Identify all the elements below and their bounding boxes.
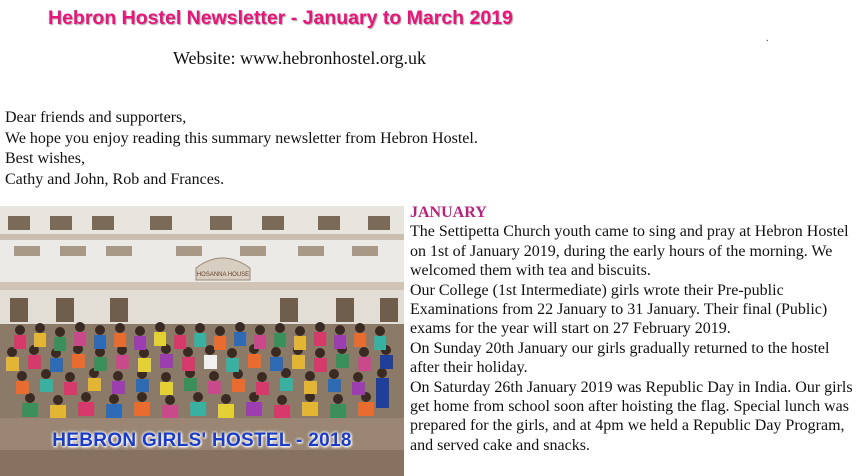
january-article [410,203,856,455]
newsletter-title: Hebron Hostel Newsletter - January to March 2019 [48,7,513,29]
photo-caption: HEBRON GIRLS' HOSTEL - 2018 [52,430,352,451]
building-sign: HOSANNA HOUSE [196,272,250,278]
greeting-line: We hope you enjoy reading this summary newsletter from Hebron Hostel. [5,129,478,147]
website-line: Website: www.hebronhostel.org.uk [173,48,427,68]
greeting-line: Best wishes, [5,150,85,167]
corner-mark: . [766,33,769,44]
hostel-group-photo [0,206,404,476]
greeting-line: Dear friends and supporters, [5,109,187,126]
section-heading: JANUARY [410,204,487,221]
article-paragraph: The Settipetta Church youth came to sing and pray at Hebron Hostel on 1st of January 2019, during the early hours of the morning. We welcomed them with tea and biscuits. [410,223,849,280]
article-paragraph: Our College (1st Intermediate) girls wrote their Pre-public Examinations from 22 January to 31 January. Their final (Public) exams for the year will start on 27 February 2019. [410,281,828,338]
greeting-line: Cathy and John, Rob and Frances. [5,170,225,188]
article-paragraph: On Sunday 20th January our girls gradually returned to the hostel after their holiday. [410,339,830,377]
greeting-block [5,108,478,190]
article-paragraph: On Saturday 26th January 2019 was Republic Day in India. Our girls get home from school soon after hoisting the flag. Special lunch was prepared for the girls, and at 4pm we held a Republic Day Program, and served cake and snacks. [410,378,853,454]
